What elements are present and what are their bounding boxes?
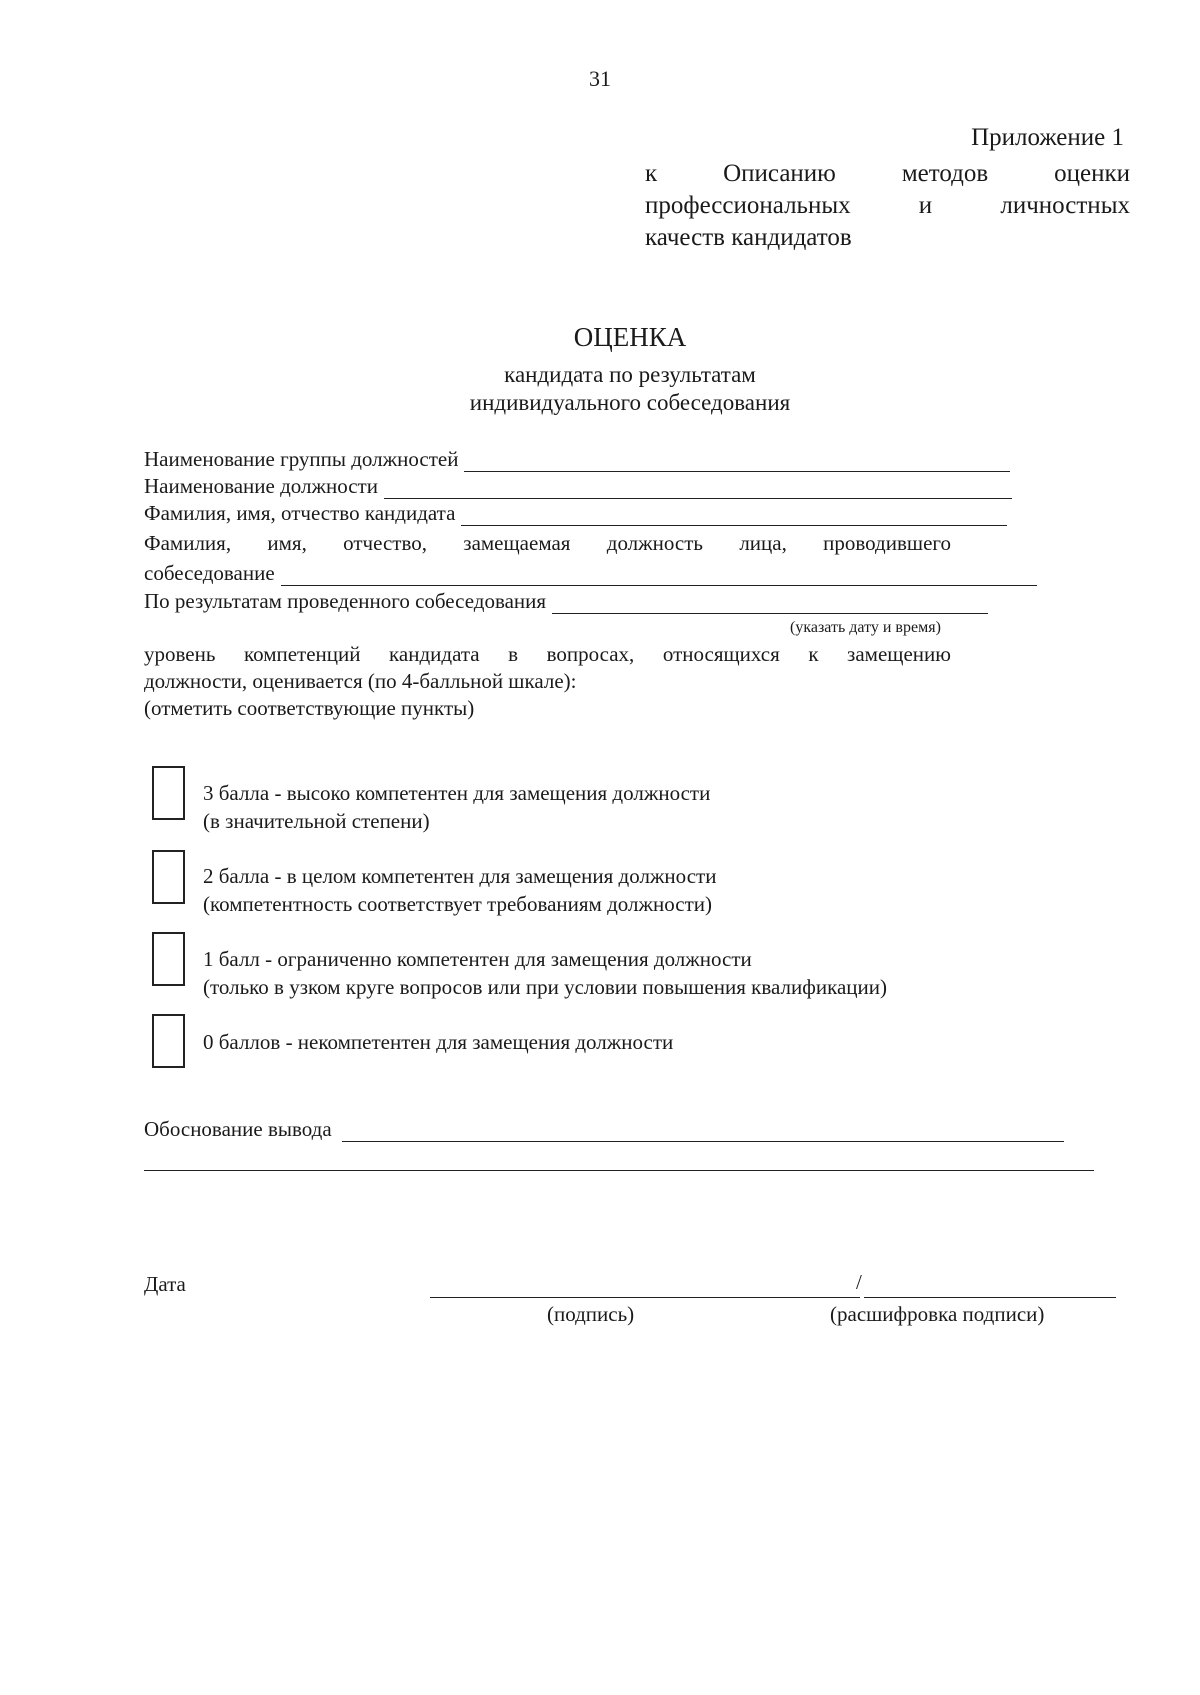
signature-caption: (подпись)	[547, 1302, 635, 1326]
appendix-line-3: качеств кандидатов	[645, 224, 852, 251]
signature-decoding-line[interactable]	[864, 1297, 1116, 1298]
field-position-group-label: Наименование группы должностей	[144, 447, 459, 471]
field-interviewer-label-2: собеседование	[144, 561, 275, 585]
page-number: 31	[589, 66, 611, 91]
field-results-label: По результатам проведенного собеседования	[144, 589, 547, 613]
field-candidate-line[interactable]	[461, 505, 1007, 526]
field-candidate[interactable]	[144, 500, 1007, 526]
appendix-reference	[645, 158, 1130, 254]
field-results-hint: (указать дату и время)	[790, 619, 941, 636]
field-results-line[interactable]	[552, 593, 988, 614]
appendix-line-2: профессиональных и личностных	[645, 192, 1130, 219]
document-title: ОЦЕНКА	[573, 322, 687, 352]
option-0-checkbox[interactable]	[152, 1014, 185, 1068]
field-interviewer-line[interactable]	[281, 565, 1037, 586]
field-interviewer[interactable]	[144, 560, 1037, 586]
date-label: Дата	[144, 1272, 186, 1296]
document-subtitle-1: кандидата по результатам	[504, 362, 756, 387]
option-2-checkbox[interactable]	[152, 850, 185, 904]
option-3-text: 3 балла - высоко компетентен для замещения должности (в значительной степени)	[203, 781, 711, 833]
option-1-text: 1 балл - ограниченно компетентен для замещения должности (только в узком круге вопросов или при условии повышения квалификации)	[203, 947, 887, 999]
field-justification-line[interactable]	[342, 1121, 1064, 1142]
signature-separator: /	[856, 1270, 862, 1294]
field-position-group[interactable]	[144, 446, 1010, 472]
appendix-line-1: к Описанию методов оценки	[645, 160, 1130, 187]
field-candidate-label: Фамилия, имя, отчество кандидата	[144, 501, 456, 525]
field-justification[interactable]	[144, 1116, 1064, 1142]
field-interviewer-label: Фамилия, имя, отчество, замещаемая должность лица, проводившего	[144, 531, 951, 555]
option-0-text: 0 баллов - некомпетентен для замещения должности	[203, 1030, 674, 1054]
field-justification-line-2[interactable]	[144, 1170, 1094, 1171]
field-position-group-line[interactable]	[464, 451, 1010, 472]
option-2-text: 2 балла - в целом компетентен для замещения должности (компетентность соответствует требованиям должности)	[203, 864, 717, 916]
appendix-heading: Приложение 1	[971, 124, 1124, 151]
option-1-checkbox[interactable]	[152, 932, 185, 986]
field-results[interactable]	[144, 588, 988, 614]
field-position-line[interactable]	[384, 478, 1012, 499]
field-justification-label: Обоснование вывода	[144, 1117, 332, 1141]
field-position-label: Наименование должности	[144, 474, 378, 498]
option-3-checkbox[interactable]	[152, 766, 185, 820]
field-position[interactable]	[144, 473, 1012, 499]
signature-line[interactable]	[430, 1297, 860, 1298]
assessment-instruction: уровень компетенций кандидата в вопросах, относящихся к замещению должности, оценивается (по 4-балльной шкале): (отметить соответствующие пункты)	[144, 642, 951, 720]
signature-decoding-caption: (расшифровка подписи)	[830, 1302, 1045, 1326]
document-subtitle-2: индивидуального собеседования	[469, 390, 791, 415]
